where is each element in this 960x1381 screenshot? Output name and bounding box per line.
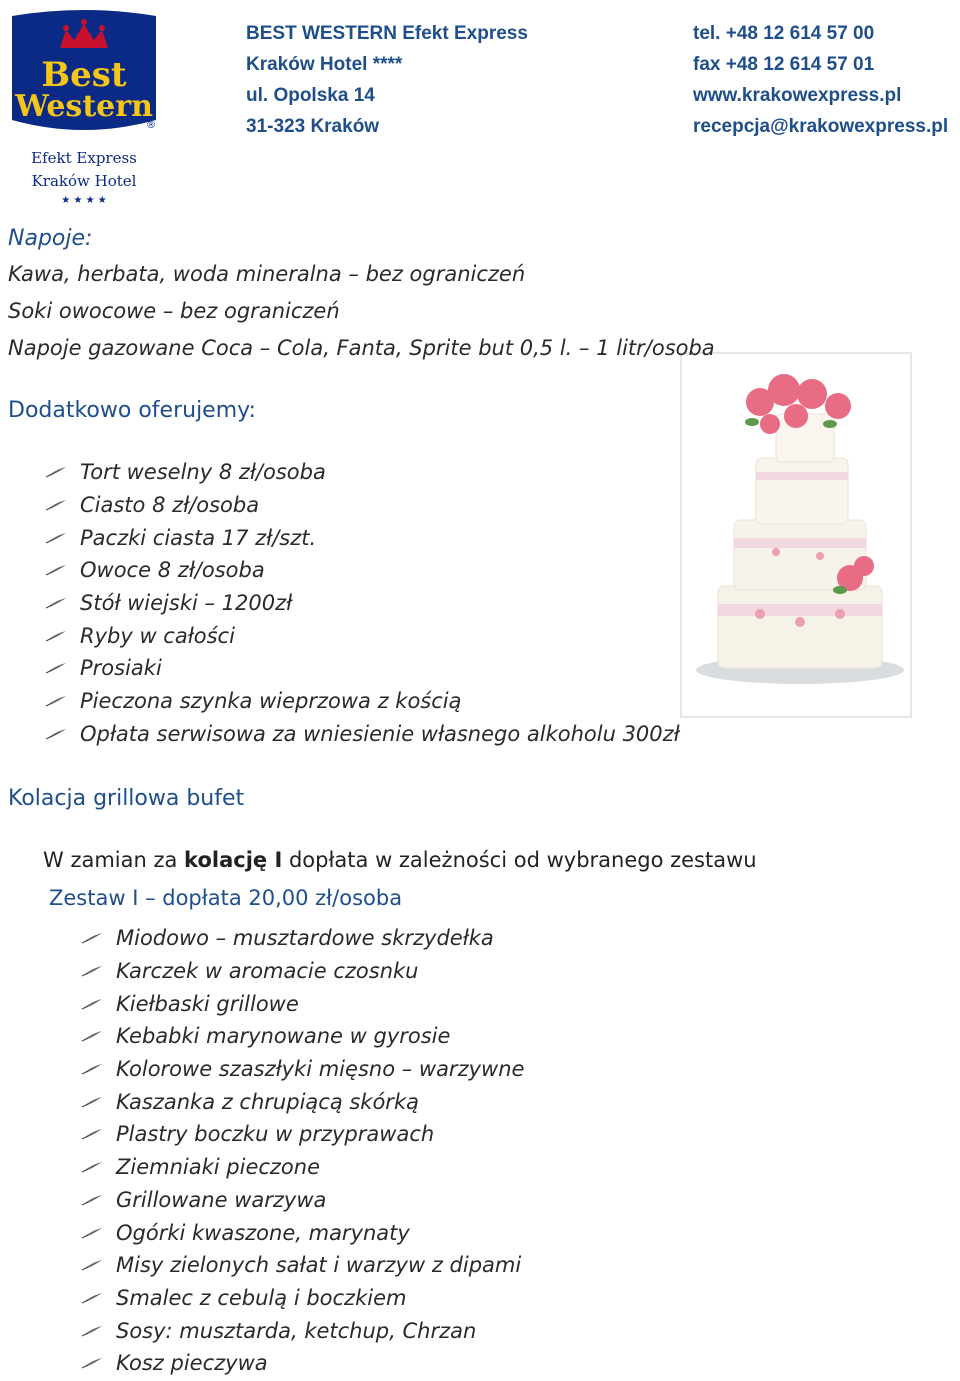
- wedding-cake-image: [680, 352, 912, 718]
- quill-bullet-icon: [80, 1029, 104, 1043]
- list-item: [44, 489, 680, 522]
- registered-icon: ®: [146, 120, 156, 131]
- list-item-label: Smalec z cebulą i boczkiem: [116, 1285, 407, 1310]
- extras-heading: Dodatkowo oferujemy:: [8, 398, 256, 423]
- list-item: [80, 1020, 524, 1053]
- list-item: [44, 587, 680, 620]
- logo-sub-line2: Kraków Hotel: [31, 172, 137, 190]
- phone-number[interactable]: tel. +48 12 614 57 00: [693, 23, 875, 44]
- list-item-label: Opłata serwisowa za wniesienie własnego alkoholu 300zł: [80, 721, 680, 746]
- list-item: [80, 1053, 524, 1086]
- list-item-label: Sosy: musztarda, ketchup, Chrzan: [116, 1318, 477, 1343]
- grill-menu-list: [80, 922, 524, 1380]
- list-item: [80, 1216, 524, 1249]
- quill-bullet-icon: [80, 1356, 104, 1370]
- quill-bullet-icon: [44, 563, 68, 577]
- list-item-label: Kosz pieczywa: [116, 1351, 268, 1376]
- quill-bullet-icon: [80, 997, 104, 1011]
- list-item: [80, 1347, 524, 1380]
- list-item-label: Plastry boczku w przyprawach: [116, 1122, 435, 1147]
- quill-bullet-icon: [44, 531, 68, 545]
- logo-sub-line1: Efekt Express: [31, 149, 137, 167]
- hotel-name: BEST WESTERN Efekt Express: [246, 23, 528, 44]
- list-item-label: Kolorowe szaszłyki mięsno – warzywne: [116, 1057, 525, 1082]
- list-item-label: Ziemniaki pieczone: [116, 1155, 321, 1180]
- list-item-label: Misy zielonych sałat i warzyw z dipami: [116, 1253, 522, 1278]
- quill-bullet-icon: [80, 1226, 104, 1240]
- grill-intro-pre: W zamian za: [43, 848, 185, 872]
- quill-bullet-icon: [80, 1127, 104, 1141]
- list-item: [80, 955, 524, 988]
- list-item-label: Pieczona szynka wieprzowa z kością: [80, 689, 462, 714]
- email-link[interactable]: recepcja@krakowexpress.pl: [693, 116, 949, 137]
- drinks-line: Soki owocowe – bez ograniczeń: [8, 299, 340, 323]
- list-item: [80, 1314, 524, 1347]
- quill-bullet-icon: [44, 727, 68, 741]
- list-item: [44, 456, 680, 489]
- list-item-label: Grillowane warzywa: [116, 1187, 327, 1212]
- quill-bullet-icon: [80, 1291, 104, 1305]
- logo-brand-line1: Best: [41, 55, 127, 95]
- list-item: [44, 718, 680, 751]
- list-item-label: Ogórki kwaszone, marynaty: [116, 1220, 410, 1245]
- list-item-label: Ryby w całości: [80, 623, 235, 648]
- list-item: [80, 1085, 524, 1118]
- list-item: [44, 554, 680, 587]
- list-item-label: Karczek w aromacie czosnku: [116, 959, 419, 984]
- grill-intro-bold: kolację I: [184, 848, 283, 872]
- list-item-label: Kaszanka z chrupiącą skórką: [116, 1089, 419, 1114]
- list-item: [80, 987, 524, 1020]
- quill-bullet-icon: [80, 1258, 104, 1272]
- website-link[interactable]: www.krakowexpress.pl: [693, 85, 902, 106]
- list-item-label: Owoce 8 zł/osoba: [80, 558, 265, 583]
- drinks-list: [8, 256, 715, 367]
- drinks-line: Kawa, herbata, woda mineralna – bez ograniczeń: [8, 262, 526, 286]
- list-item: [80, 1184, 524, 1217]
- hotel-city: Kraków Hotel ****: [246, 54, 403, 75]
- quill-bullet-icon: [80, 1324, 104, 1338]
- quill-bullet-icon: [80, 964, 104, 978]
- drinks-line: Napoje gazowane Coca – Cola, Fanta, Sprite but 0,5 l. – 1 litr/osoba: [8, 336, 715, 360]
- quill-bullet-icon: [80, 1160, 104, 1174]
- list-item: [80, 1118, 524, 1151]
- list-item: [44, 652, 680, 685]
- grill-intro-post: dopłata w zależności od wybranego zestawu: [282, 848, 757, 872]
- list-item: [80, 1151, 524, 1184]
- hotel-street: ul. Opolska 14: [246, 85, 375, 106]
- list-item: [44, 685, 680, 718]
- set-title: Zestaw I – dopłata 20,00 zł/osoba: [49, 886, 403, 910]
- hotel-contact: [693, 18, 948, 142]
- list-item: [80, 1249, 524, 1282]
- drinks-heading: Napoje:: [8, 226, 93, 251]
- extras-list: [44, 456, 680, 750]
- list-item-label: Kebabki marynowane w gyrosie: [116, 1024, 451, 1049]
- list-item-label: Paczki ciasta 17 zł/szt.: [80, 525, 317, 550]
- list-item: [80, 1282, 524, 1315]
- list-item: [44, 619, 680, 652]
- grill-heading: Kolacja grillowa bufet: [8, 786, 245, 811]
- quill-bullet-icon: [80, 1193, 104, 1207]
- quill-bullet-icon: [44, 694, 68, 708]
- quill-bullet-icon: [44, 498, 68, 512]
- quill-bullet-icon: [44, 661, 68, 675]
- list-item-label: Stół wiejski – 1200zł: [80, 591, 293, 616]
- quill-bullet-icon: [44, 629, 68, 643]
- hotel-postcode: 31-323 Kraków: [246, 116, 380, 137]
- list-item-label: Ciasto 8 zł/osoba: [80, 493, 260, 518]
- best-western-logo: [0, 0, 168, 213]
- quill-bullet-icon: [44, 596, 68, 610]
- quill-bullet-icon: [80, 1095, 104, 1109]
- list-item-label: Prosiaki: [80, 656, 162, 681]
- list-item-label: Tort weselny 8 zł/osoba: [80, 460, 326, 485]
- list-item-label: Miodowo – musztardowe skrzydełka: [116, 926, 494, 951]
- quill-bullet-icon: [80, 1062, 104, 1076]
- fax-number: fax +48 12 614 57 01: [693, 54, 875, 75]
- logo-brand-line2: Western: [15, 89, 153, 124]
- list-item: [44, 521, 680, 554]
- logo-stars: ★ ★ ★ ★: [61, 195, 107, 206]
- list-item-label: Kiełbaski grillowe: [116, 991, 299, 1016]
- hotel-address: [246, 18, 528, 142]
- quill-bullet-icon: [44, 465, 68, 479]
- grill-intro: [43, 848, 757, 872]
- list-item: [80, 922, 524, 955]
- quill-bullet-icon: [80, 931, 104, 945]
